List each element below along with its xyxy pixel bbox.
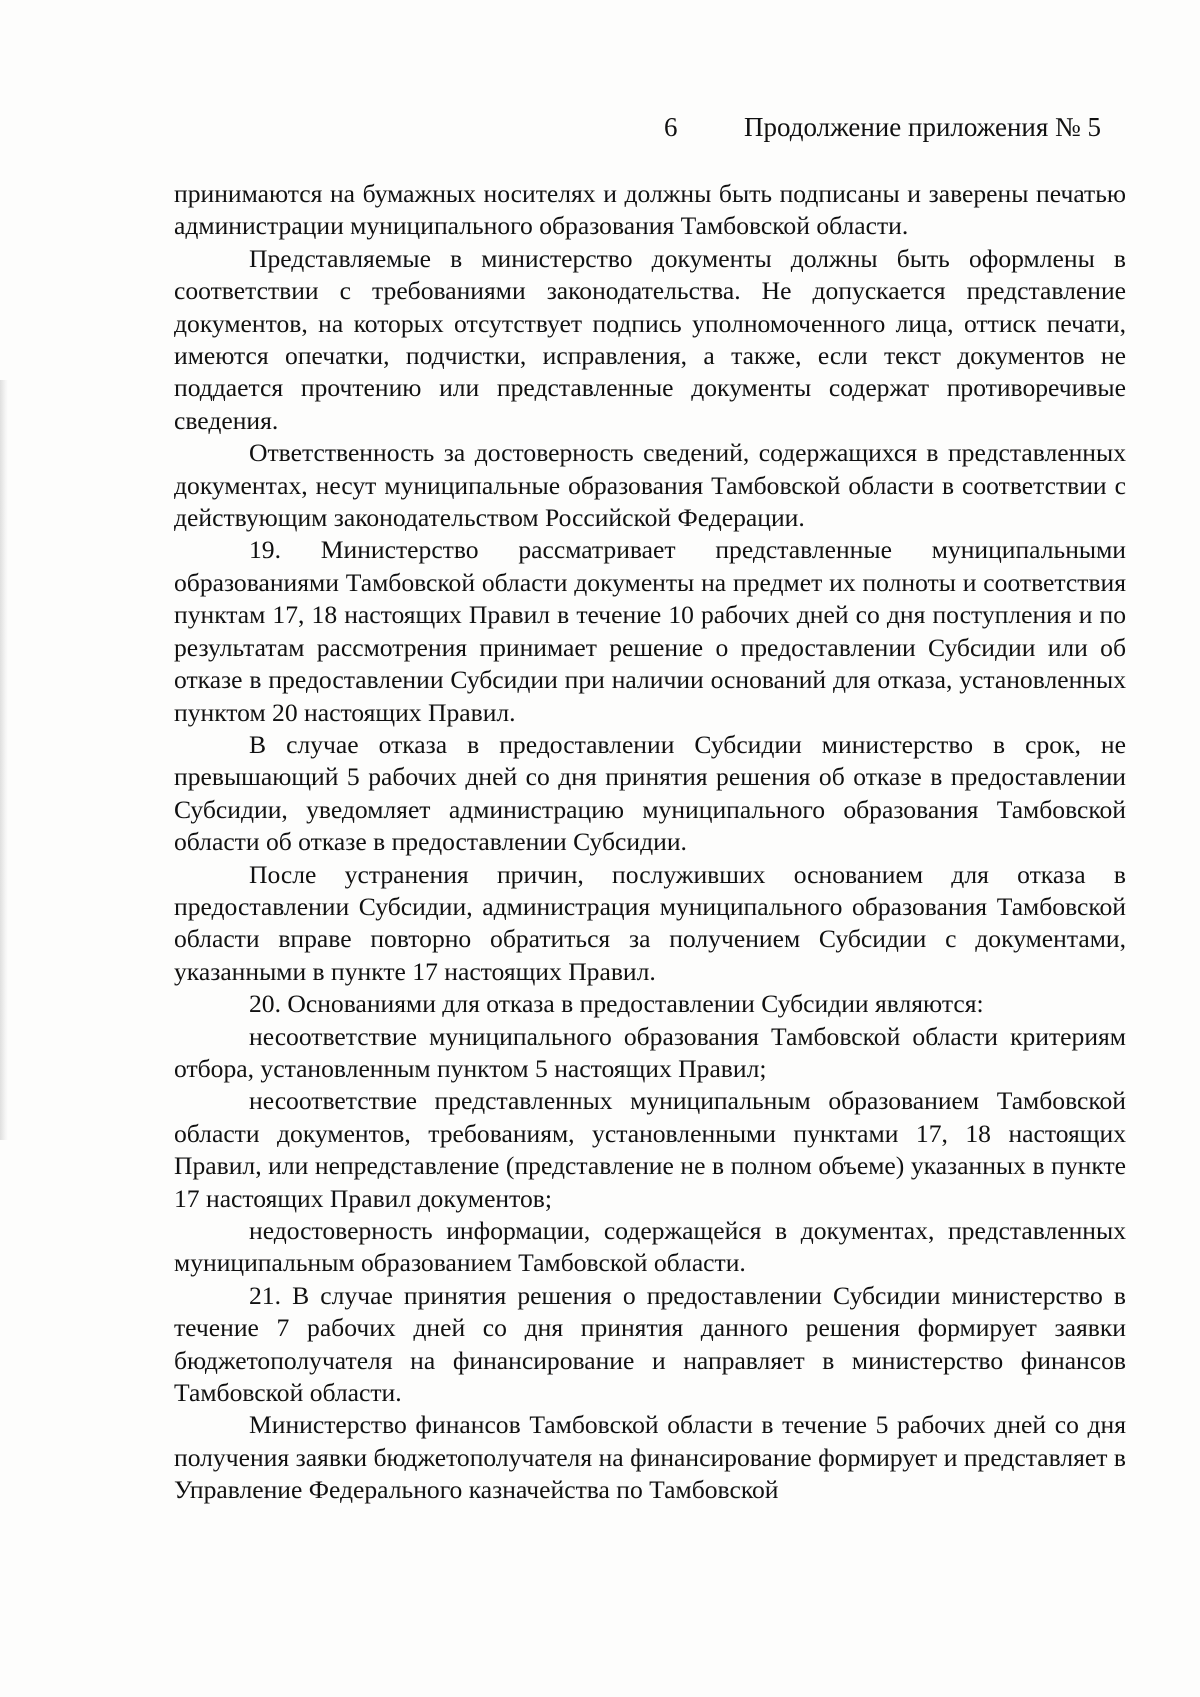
- paragraph: принимаются на бумажных носителях и должны быть подписаны и заверены печатью администрации муниципального образования Тамбовской области.: [174, 179, 1126, 241]
- paragraph: Министерство финансов Тамбовской области в течение 5 рабочих дней со дня получения заявки бюджетополучателя на финансирование формирует и представляет в Управление Федерального казначейства по Тамбовской: [174, 1410, 1126, 1505]
- paragraph-clause-19: 19. Министерство рассматривает представленные муниципальными образованиями Тамбовской области документы на предмет их полноты и соответствия пунктам 17, 18 настоящих Правил в течение 10 рабочих дней со дня поступления и по результатам рассмотрения принимает решение о предоставлении Субсидии или об отказе в предоставлении Субсидии при наличии оснований для отказа, установленных пунктом 20 настоящих Правил.: [174, 535, 1126, 727]
- page-number: 6: [664, 112, 678, 142]
- paragraph: Представляемые в министерство документы должны быть оформлены в соответствии с требованиями законодательства. Не допускается представление документов, на которых отсутствует подпись уполномоченного лица, оттиск печати, имеются опечатки, подчистки, исправления, а также, если текст документов не поддается прочтению или представленные документы содержат противоречивые сведения.: [174, 243, 1126, 435]
- paragraph: После устранения причин, послуживших основанием для отказа в предоставлении Субсидии, администрация муниципального образования Тамбовской области вправе повторно обратиться за получением Субсидии с документами, указанными в пункте 17 настоящих Правил.: [174, 859, 1126, 986]
- scan-edge-shadow: [0, 380, 8, 1140]
- list-item: несоответствие представленных муниципальным образованием Тамбовской области документов, требованиям, установленными пунктами 17, 18 настоящих Правил, или непредставление (представление не в полном объеме) указанных в пункте 17 настоящих Правил документов;: [174, 1086, 1126, 1213]
- list-item: недостоверность информации, содержащейся в документах, представленных муниципальным образованием Тамбовской области.: [174, 1216, 1126, 1278]
- appendix-continuation-label: Продолжение приложения № 5: [744, 112, 1102, 142]
- paragraph-clause-21: 21. В случае принятия решения о предоставлении Субсидии министерство в течение 7 рабочих дней со дня принятия данного решения формирует заявки бюджетополучателя на финансирование и направляет в министерство финансов Тамбовской области.: [174, 1280, 1126, 1408]
- paragraph: В случае отказа в предоставлении Субсидии министерство в срок, не превышающий 5 рабочих дней со дня принятия решения об отказе в предоставлении Субсидии, уведомляет администрацию муниципального образования Тамбовской области об отказе в предоставлении Субсидии.: [174, 729, 1126, 857]
- paragraph-clause-20: 20. Основаниями для отказа в предоставлении Субсидии являются:: [249, 989, 984, 1019]
- page-header: [0, 112, 1200, 152]
- list-item: несоответствие муниципального образования Тамбовской области критериям отбора, установленным пунктом 5 настоящих Правил;: [174, 1021, 1126, 1083]
- document-body: [174, 178, 1126, 1507]
- paragraph: Ответственность за достоверность сведений, содержащихся в представленных документах, несут муниципальные образования Тамбовской области в соответствии с действующим законодательством Российской Федерации.: [174, 438, 1126, 533]
